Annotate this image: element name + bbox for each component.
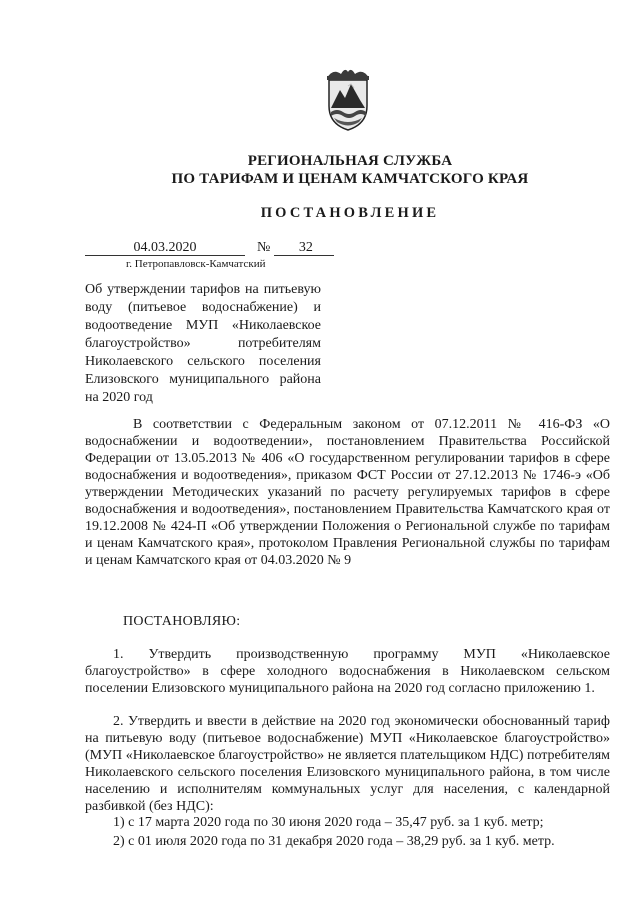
document-date: 04.03.2020 [85,241,245,256]
document-subject: Об утверждении тарифов на питьевую воду (питьевое водоснабжение) и водоотведение МУП «Николаевское благоустройство» потребителям Николаевского сельского поселения Елизовского муниципального района на 2020 год [85,282,321,405]
document-number: 32 [274,241,334,256]
document-city: г. Петропавловск-Камчатский [126,258,266,270]
tariff-item-2: 2) с 01 июля 2020 года по 31 декабря 2020 года – 38,29 руб. за 1 куб. метр. [113,834,555,849]
clause-2: 2. Утвердить и ввести в действие на 2020 год экономически обоснованный тариф на питьевую воду (питьевое водоснабжение) МУП «Николаевское благоустройство» (МУП «Николаевское благоустройство» не является плательщиком НДС) потребителям Николаевского сельского поселения Елизовского муниципального района, в том числе населению и исполнителям коммунальных услуг для населения, с календарной разбивкой (без НДС): [85,714,610,814]
kamchatka-coat-of-arms-icon [323,66,373,132]
clause-1: 1. Утвердить производственную программу МУП «Николаевское благоустройство» в сфере холодного водоснабжения в Николаевском сельском поселении Елизовского муниципального района на 2020 год согласно приложению 1. [85,647,610,696]
number-label: № [257,240,271,255]
preamble-paragraph: В соответствии с Федеральным законом от 07.12.2011 № 416-ФЗ «О водоснабжении и водоотведении», постановлением Правительства Российской Федерации от 13.05.2013 № 406 «О государственном регулировании тарифов в сфере водоснабжения и водоотведения», приказом ФСТ России от 27.12.2013 № 1746-э «Об утверждении Методических указаний по расчету регулируемых тарифов в сфере водоснабжения и водоотведения», постановлением Правительства Камчатского края от 19.12.2008 № 424-П «Об утверждении Положения о Региональной службе по тарифам и ценам Камчатского края», протоколом Правления Региональной службы по тарифам и ценам Камчатского края от 04.03.2020 № 9 [85,417,610,568]
document-type: ПОСТАНОВЛЕНИЕ [260,205,440,221]
org-name-line1: РЕГИОНАЛЬНАЯ СЛУЖБА [247,153,453,169]
tariff-item-1: 1) с 17 марта 2020 года по 30 июня 2020 года – 35,47 руб. за 1 куб. метр; [113,815,544,830]
resolve-heading: ПОСТАНОВЛЯЮ: [123,614,241,629]
org-name-line2: ПО ТАРИФАМ И ЦЕНАМ КАМЧАТСКОГО КРАЯ [171,171,529,187]
date-number-line [85,240,334,256]
